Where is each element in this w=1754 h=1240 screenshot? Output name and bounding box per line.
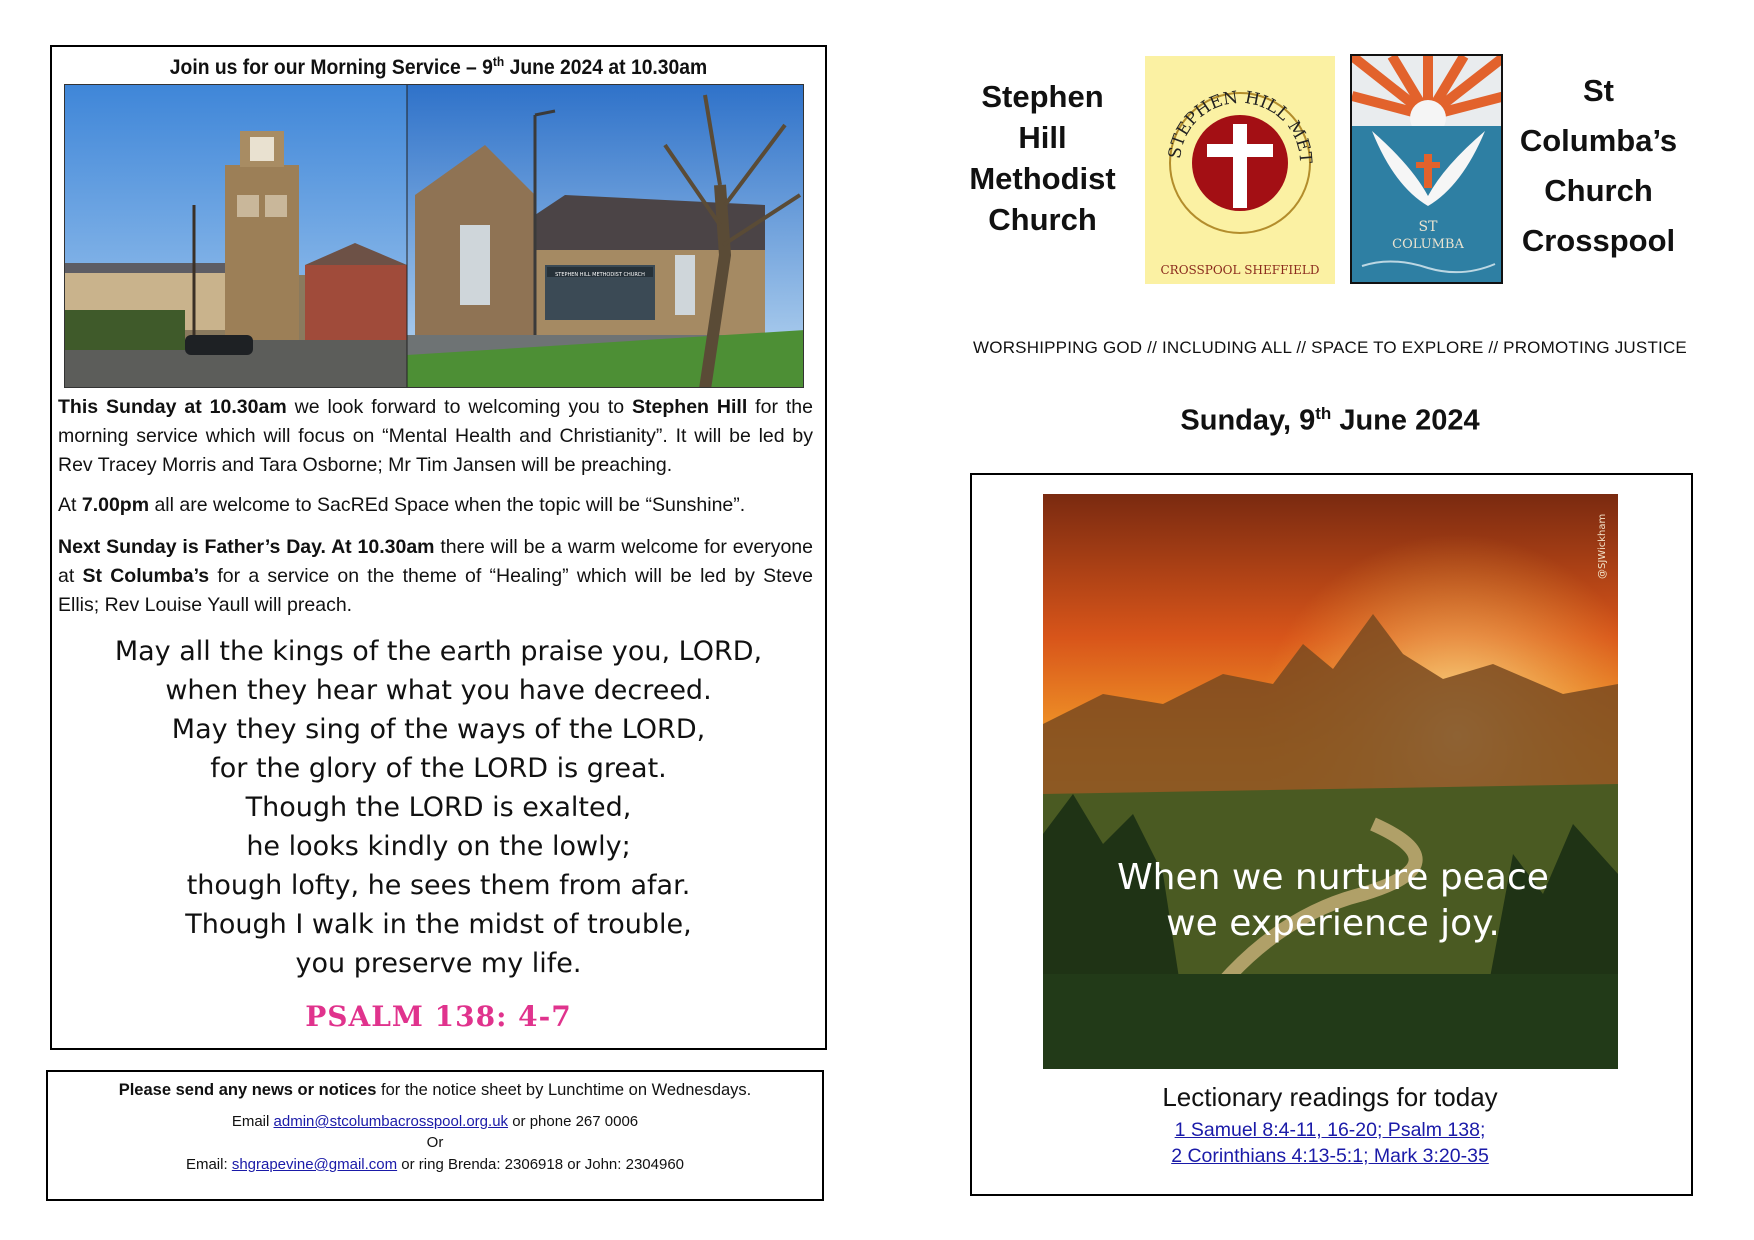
notice-line-3: Or — [426, 1134, 444, 1151]
poster-line-1: When we nurture peace — [1117, 857, 1549, 898]
psalm-line: May they sing of the ways of the LORD, — [171, 714, 706, 745]
admin-email-link[interactable]: admin@stcolumbacrosspool.org.uk — [273, 1113, 509, 1130]
paragraph-next-sunday: Next Sunday is Father’s Day. At 10.30am there will be a warm welcome for everyone at St Columba’s for a service on the theme of “Healing” which will be led by Steve Ellis; Rev Louise Yaull will preach. — [58, 536, 813, 616]
church-photo — [64, 84, 804, 388]
notice-line-4: Email: shgrapevine@gmail.com or ring Brenda: 2306918 or John: 2304960 — [185, 1156, 685, 1173]
sunset-poster — [1043, 494, 1618, 1069]
photo-sign-text: STEPHEN HILL METHODIST CHURCH — [555, 272, 645, 278]
logo-st-text: ST — [1418, 219, 1438, 235]
st-columba-name — [1516, 66, 1681, 266]
paragraph-evening: At 7.00pm all are welcome to SacREd Space when the topic will be “Sunshine”. — [58, 494, 746, 516]
name-line: Hill — [1018, 120, 1067, 155]
poster-credit: @SJWickham — [1597, 513, 1608, 579]
notice-line-2: Email admin@stcolumbacrosspool.org.uk or phone 267 0006 — [231, 1113, 639, 1130]
lectionary-reading-2[interactable]: 2 Corinthians 4:13-5:1; Mark 3:20-35 — [1171, 1145, 1489, 1167]
grapevine-email-link[interactable]: shgrapevine@gmail.com — [231, 1156, 398, 1173]
psalm-line: though lofty, he sees them from afar. — [186, 870, 691, 901]
name-line: Stephen — [981, 79, 1104, 114]
stephen-hill-logo — [1145, 56, 1335, 284]
psalm-text — [60, 632, 817, 983]
psalm-line: for the glory of the LORD is great. — [210, 753, 667, 784]
date-heading: Sunday, 9th June 2024 — [1180, 404, 1480, 437]
psalm-line: May all the kings of the earth praise you, LORD, — [114, 636, 763, 667]
name-line: St — [1583, 73, 1614, 108]
name-line: Methodist — [969, 161, 1116, 196]
psalm-line: Though the LORD is exalted, — [245, 792, 632, 823]
paragraph-this-sunday: This Sunday at 10.30am we look forward to welcoming you to Stephen Hill for the morning service which will focus on “Mental Health and Christianity”. It will be led by Rev Tracey Morris and Tara Osborne; Mr Tim Jansen will be preaching. — [58, 396, 813, 476]
lectionary-reading-1[interactable]: 1 Samuel 8:4-11, 16-20; Psalm 138; — [1174, 1119, 1486, 1141]
name-line: Church — [988, 202, 1097, 237]
name-line: Church — [1544, 173, 1653, 208]
psalm-line: Though I walk in the midst of trouble, — [185, 909, 692, 940]
psalm-line: you preserve my life. — [295, 948, 582, 979]
poster-line-2: we experience joy. — [1166, 903, 1500, 944]
psalm-line: when they hear what you have decreed. — [165, 675, 712, 706]
lectionary-heading: Lectionary readings for today — [1162, 1082, 1498, 1112]
name-line: Crosspool — [1521, 223, 1676, 258]
psalm-reference: PSALM 138: 4-7 — [305, 1000, 572, 1033]
st-columba-logo — [1350, 54, 1503, 284]
logo-location-text: CROSSPOOL SHEFFIELD — [1160, 263, 1320, 277]
notice-line-1: Please send any news or notices for the notice sheet by Lunchtime on Wednesdays. — [118, 1081, 752, 1099]
logo-ring-text: STEPHEN HILL MET — [1165, 87, 1316, 165]
psalm-line: he looks kindly on the lowly; — [246, 831, 631, 862]
stephen-hill-name — [960, 76, 1125, 240]
service-heading: Join us for our Morning Service – 9th June 2024 at 10.30am — [169, 54, 708, 79]
name-line: Columba’s — [1519, 123, 1678, 158]
tagline: WORSHIPPING GOD // INCLUDING ALL // SPACE TO EXPLORE // PROMOTING JUSTICE — [973, 338, 1687, 357]
logo-columba-text: COLUMBA — [1392, 237, 1464, 252]
